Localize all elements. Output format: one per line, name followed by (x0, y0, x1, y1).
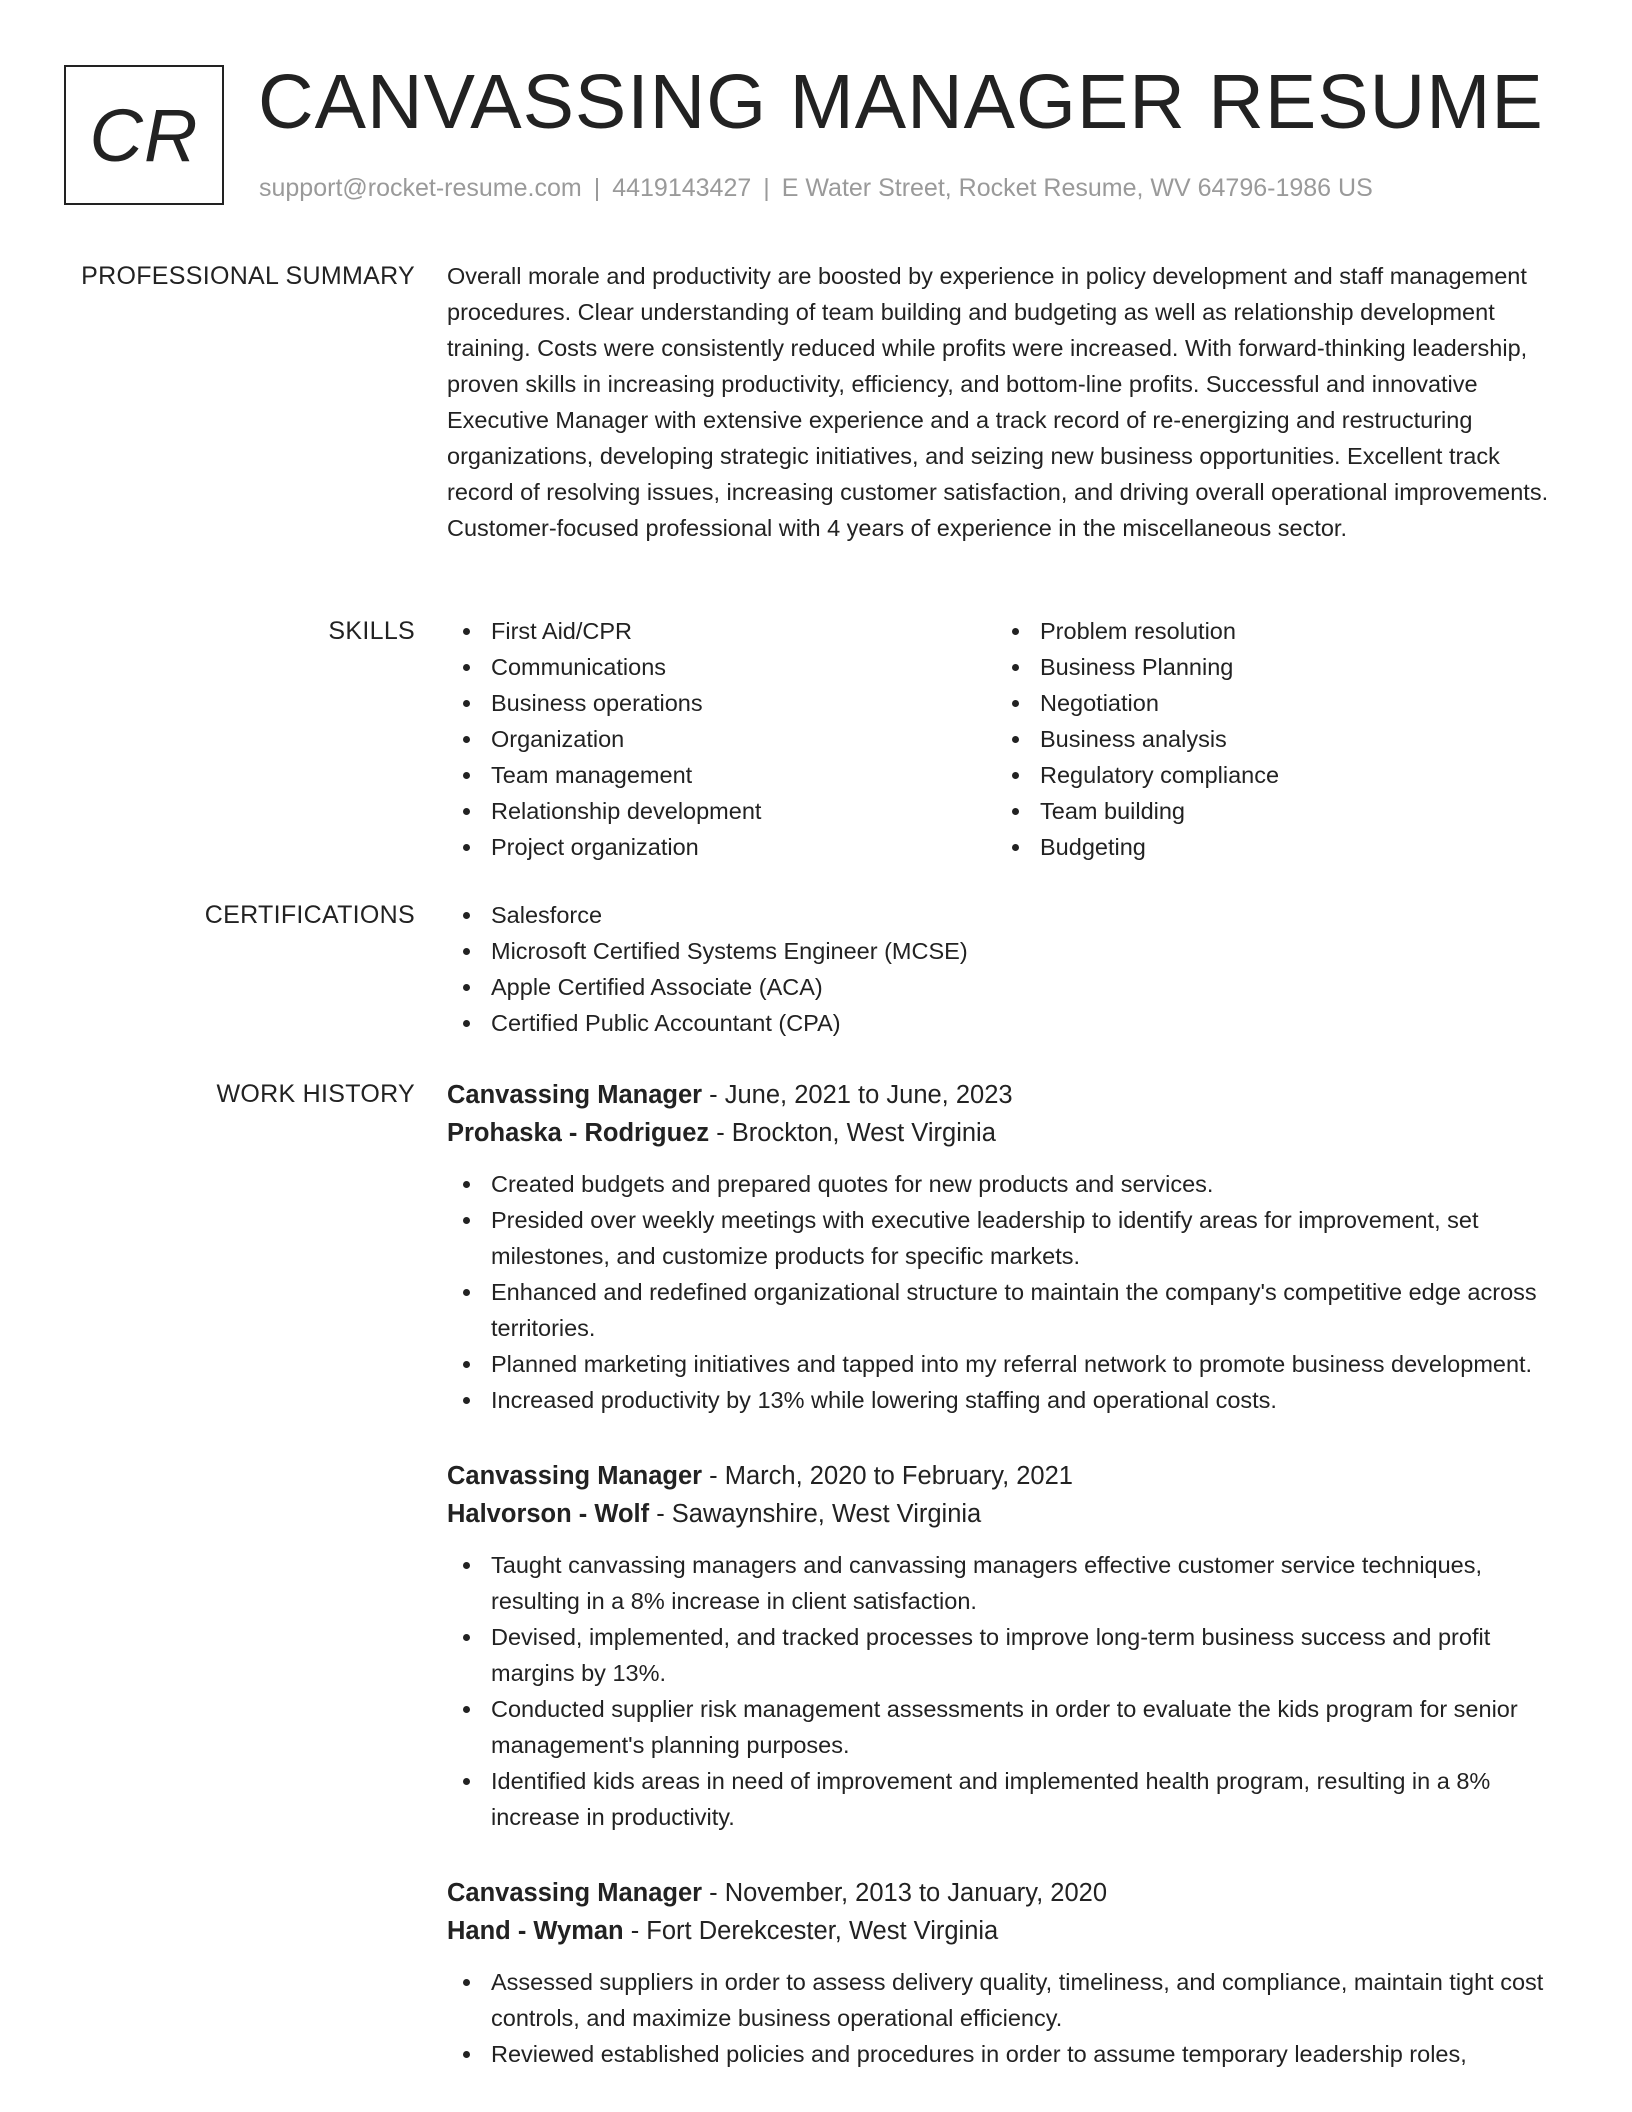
skill-item: Regulatory compliance (996, 757, 1545, 793)
job-bullet: Identified kids areas in need of improvement and implemented health program, resulting in a 8% increase in productivity. (447, 1763, 1567, 1835)
skill-item: Business operations (447, 685, 996, 721)
skill-item: Team management (447, 757, 996, 793)
skills-list-left (447, 613, 996, 865)
job-bullets (447, 1547, 1567, 1835)
certification-item: Apple Certified Associate (ACA) (447, 969, 1567, 1005)
job-title-line (447, 1457, 1567, 1495)
job-bullet: Taught canvassing managers and canvassing managers effective customer service techniques, resulting in a 8% increase in client satisfaction. (447, 1547, 1567, 1619)
skill-item: First Aid/CPR (447, 613, 996, 649)
summary-text: Overall morale and productivity are boosted by experience in policy development and staff management procedures. Clear understanding of team building and budgeting as well as relationship development training. Costs were consistently reduced while profits were increased. With forward-thinking leadership, proven skills in increasing productivity, efficiency, and bottom-line profits. Successful and innovative Executive Manager with extensive experience and a track record of re-energizing and restructuring organizations, developing strategic initiatives, and seizing new business opportunities. Excellent track record of resolving issues, increasing customer satisfaction, and driving overall operational improvements. Customer-focused professional with 4 years of experience in the miscellaneous sector. (447, 263, 1549, 541)
certifications-list (447, 897, 1567, 1041)
certification-item: Salesforce (447, 897, 1567, 933)
job-bullet: Increased productivity by 13% while lowering staffing and operational costs. (447, 1382, 1567, 1418)
job-bullet: Assessed suppliers in order to assess delivery quality, timeliness, and compliance, maintain tight cost controls, and maximize business operational efficiency. (447, 1964, 1567, 2036)
job-dates: - November, 2013 to January, 2020 (702, 1879, 1108, 1907)
skill-item: Relationship development (447, 793, 996, 829)
job-bullets (447, 1166, 1567, 1418)
contact-line (259, 174, 1373, 203)
skill-item: Business Planning (996, 649, 1545, 685)
job-location: - Sawaynshire, West Virginia (649, 1500, 982, 1528)
contact-address: E Water Street, Rocket Resume, WV 64796-1986 US (781, 174, 1373, 202)
skill-item: Budgeting (996, 829, 1545, 865)
job-title: Canvassing Manager (447, 1081, 703, 1109)
contact-phone: 4419143427 (612, 174, 752, 202)
job-bullet: Devised, implemented, and tracked processes to improve long-term business success and profit margins by 13%. (447, 1619, 1567, 1691)
job-company-line (447, 1114, 1567, 1152)
job-company-line (447, 1912, 1567, 1950)
job-dates: - March, 2020 to February, 2021 (702, 1462, 1073, 1490)
skill-item: Organization (447, 721, 996, 757)
certifications-content (447, 897, 1567, 1041)
skill-item: Communications (447, 649, 996, 685)
skills-list-right (996, 613, 1545, 865)
job-bullet: Conducted supplier risk management assessments in order to evaluate the kids program for senior management's planning purposes. (447, 1691, 1567, 1763)
job-company: Hand - Wyman (447, 1917, 624, 1945)
contact-separator: | (763, 174, 770, 202)
job-company: Prohaska - Rodriguez (447, 1119, 710, 1147)
job-company: Halvorson - Wolf (447, 1500, 650, 1528)
skill-item: Business analysis (996, 721, 1545, 757)
job-bullet: Planned marketing initiatives and tapped into my referral network to promote business development. (447, 1346, 1567, 1382)
job-entry (447, 1874, 1567, 2072)
contact-email: support@rocket-resume.com (259, 174, 582, 202)
resume-title: CANVASSING MANAGER RESUME (258, 59, 1544, 145)
skills-label: SKILLS (328, 617, 415, 645)
job-title-line (447, 1874, 1567, 1912)
summary-label: PROFESSIONAL SUMMARY (81, 262, 415, 290)
job-entry (447, 1076, 1567, 1418)
work-history-label: WORK HISTORY (216, 1080, 415, 1108)
job-bullets (447, 1964, 1567, 2072)
skill-item: Negotiation (996, 685, 1545, 721)
certification-item: Microsoft Certified Systems Engineer (MCSE) (447, 933, 1567, 969)
skills-content (447, 613, 1567, 865)
job-title: Canvassing Manager (447, 1462, 703, 1490)
job-title-line (447, 1076, 1567, 1114)
job-bullet: Created budgets and prepared quotes for new products and services. (447, 1166, 1567, 1202)
monogram-logo: CR (64, 65, 224, 205)
job-bullet: Reviewed established policies and procedures in order to assume temporary leadership roles, (447, 2036, 1567, 2072)
job-bullet: Presided over weekly meetings with executive leadership to identify areas for improvement, set milestones, and customize products for specific markets. (447, 1202, 1567, 1274)
skill-item: Project organization (447, 829, 996, 865)
job-location: - Brockton, West Virginia (709, 1119, 996, 1147)
certifications-label: CERTIFICATIONS (204, 901, 415, 929)
job-entry (447, 1457, 1567, 1835)
contact-separator: | (593, 174, 601, 202)
job-company-line (447, 1495, 1567, 1533)
skill-item: Problem resolution (996, 613, 1545, 649)
job-title: Canvassing Manager (447, 1879, 703, 1907)
work-history-content (447, 1076, 1567, 2111)
job-bullet: Enhanced and redefined organizational structure to maintain the company's competitive edge across territories. (447, 1274, 1567, 1346)
job-location: - Fort Derekcester, West Virginia (623, 1917, 999, 1945)
certification-item: Certified Public Accountant (CPA) (447, 1005, 1567, 1041)
skill-item: Team building (996, 793, 1545, 829)
job-dates: - June, 2021 to June, 2023 (702, 1081, 1013, 1109)
summary-content (447, 258, 1567, 546)
